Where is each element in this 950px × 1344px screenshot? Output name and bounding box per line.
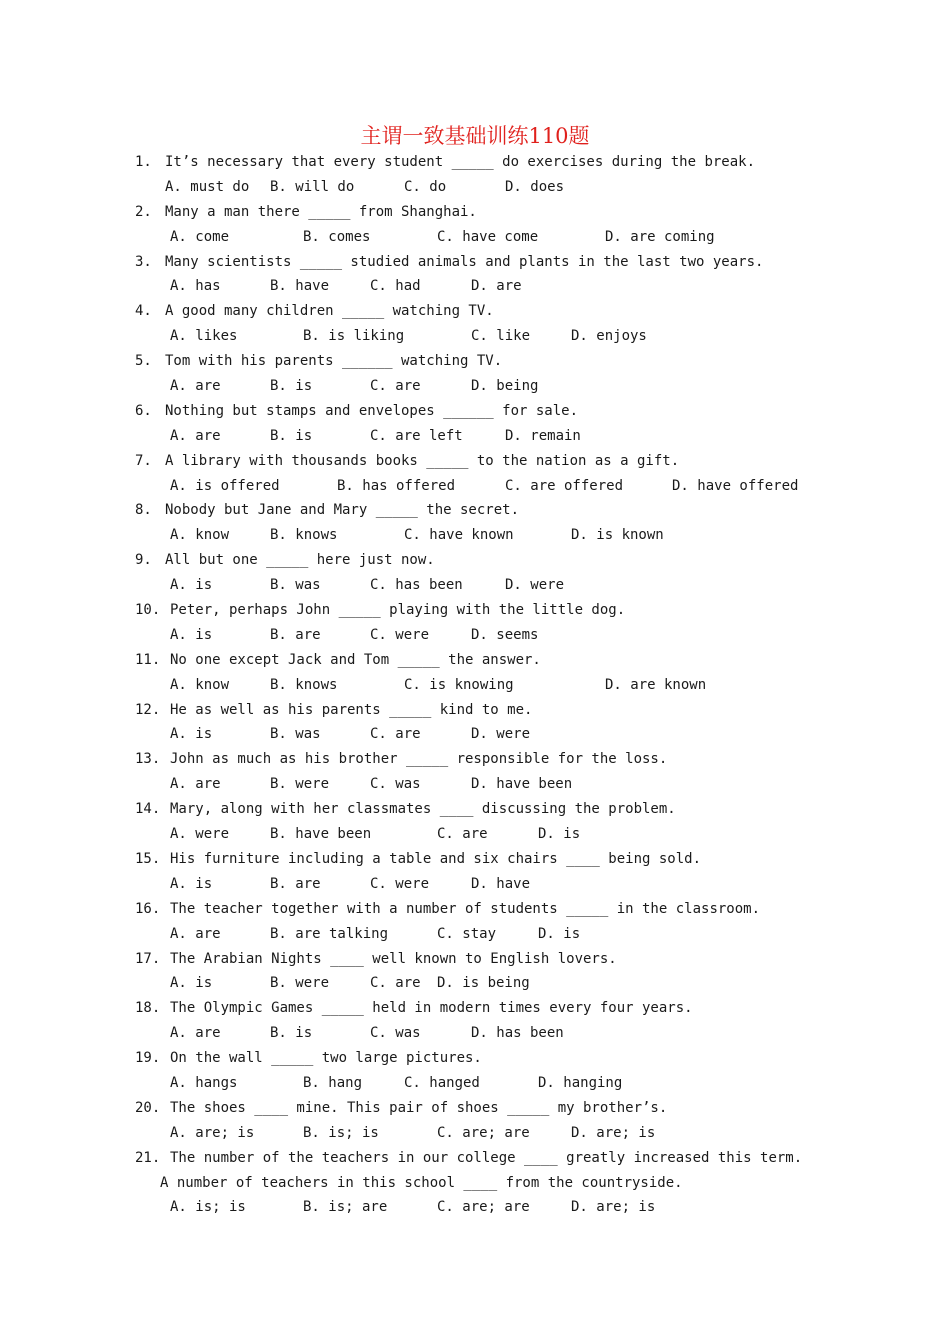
answer-option: B. is; are: [303, 1199, 388, 1216]
answer-option: A. is: [170, 975, 213, 992]
question-text: Many a man there _____ from Shanghai.: [165, 203, 477, 220]
question-text: A number of teachers in this school ____ from the countryside.: [160, 1174, 683, 1191]
answer-options: [0, 225, 950, 250]
answer-option: B. were: [270, 975, 330, 992]
answer-option: B. knows: [270, 676, 338, 693]
answer-option: D. remain: [505, 427, 581, 444]
question-number: 20.: [135, 1099, 161, 1116]
answer-option: D. have offered: [672, 477, 799, 494]
question-text: It’s necessary that every student _____ do exercises during the break.: [165, 154, 756, 170]
answer-option: B. are: [270, 626, 321, 643]
question-stem: [0, 747, 950, 772]
question-text: His furniture including a table and six chairs ____ being sold.: [170, 850, 702, 867]
answer-option: A. are: [170, 427, 221, 444]
question-text: No one except Jack and Tom _____ the answer.: [170, 651, 541, 668]
answer-option: A. are: [170, 925, 221, 942]
question-stem: [0, 548, 950, 573]
answer-options: [0, 1071, 950, 1096]
answer-options: [0, 623, 950, 648]
question-stem: [0, 349, 950, 374]
answer-option: C. were: [370, 626, 430, 643]
question-stem: [0, 648, 950, 673]
question-text: The Arabian Nights ____ well known to English lovers.: [170, 950, 617, 967]
answer-option: B. has offered: [337, 477, 456, 494]
answer-option: A. hangs: [170, 1074, 238, 1091]
answer-option: B. have been: [270, 826, 372, 843]
answer-options: [0, 772, 950, 797]
answer-option: A. is; is: [170, 1199, 246, 1216]
answer-option: A. are: [170, 1025, 221, 1042]
question-number: 18.: [135, 1000, 161, 1017]
answer-option: C. are; are: [437, 1199, 530, 1216]
answer-option: C. are: [370, 975, 421, 992]
answer-option: D. does: [505, 178, 565, 195]
question-stem: [0, 299, 950, 324]
answer-option: C. were: [370, 875, 430, 892]
question-text: Tom with his parents ______ watching TV.: [165, 353, 503, 370]
answer-option: D. is: [538, 826, 581, 843]
answer-option: B. is: [270, 378, 313, 395]
answer-options: [0, 573, 950, 598]
question-stem: [0, 449, 950, 474]
answer-option: A. come: [170, 228, 230, 245]
question-number: 19.: [135, 1050, 161, 1067]
answer-options: [0, 822, 950, 847]
question-stem: [0, 797, 950, 822]
answer-option: A. were: [170, 826, 230, 843]
answer-option: C. do: [404, 178, 447, 195]
question-text: Peter, perhaps John _____ playing with the little dog.: [170, 602, 626, 619]
answer-option: C. like: [471, 328, 531, 345]
answer-option: B. is liking: [303, 328, 405, 345]
question-text: The number of the teachers in our college ____ greatly increased this term.: [170, 1149, 803, 1166]
question-number: 7.: [135, 452, 152, 469]
question-number: 4.: [135, 303, 152, 320]
answer-option: C. are: [437, 826, 488, 843]
answer-option: C. have known: [404, 527, 514, 544]
question-number: 13.: [135, 751, 161, 768]
question-number: 5.: [135, 353, 152, 370]
answer-option: D. are coming: [605, 228, 715, 245]
answer-option: B. comes: [303, 228, 371, 245]
answer-option: D. were: [471, 726, 531, 743]
answer-option: D. are; is: [571, 1199, 656, 1216]
question-number: 16.: [135, 900, 161, 917]
question-text: John as much as his brother _____ responsible for the loss.: [170, 751, 668, 768]
question-number: 17.: [135, 950, 161, 967]
answer-options: [0, 1021, 950, 1046]
answer-option: B. is; is: [303, 1124, 379, 1141]
answer-option: A. know: [170, 676, 230, 693]
question-text: The Olympic Games _____ held in modern times every four years.: [170, 1000, 693, 1017]
question-text: The shoes ____ mine. This pair of shoes _____ my brother’s.: [170, 1099, 668, 1116]
answer-options: [0, 872, 950, 897]
answer-option: D. has been: [471, 1025, 564, 1042]
answer-option: D. are known: [605, 676, 707, 693]
answer-option: B. is: [270, 427, 313, 444]
question-number: 12.: [135, 701, 161, 718]
answer-option: C. are left: [370, 427, 463, 444]
question-number: 10.: [135, 602, 161, 619]
answer-options: [0, 175, 950, 200]
answer-option: D. have been: [471, 776, 573, 793]
answer-option: B. have: [270, 278, 330, 295]
question-text: A good many children _____ watching TV.: [165, 303, 494, 320]
question-text: On the wall _____ two large pictures.: [170, 1050, 482, 1067]
answer-options: [0, 374, 950, 399]
question-number: 9.: [135, 552, 152, 569]
page-title: 主谓一致基础训练110题: [360, 124, 590, 148]
answer-option: C. was: [370, 1025, 421, 1042]
answer-option: A. know: [170, 527, 230, 544]
question-number: 11.: [135, 651, 161, 668]
answer-option: A. is: [170, 875, 213, 892]
question-stem: [0, 250, 950, 275]
answer-option: A. has: [170, 278, 221, 295]
answer-option: A. is: [170, 626, 213, 643]
question-text: Mary, along with her classmates ____ discussing the problem.: [170, 801, 676, 818]
answer-options: [0, 424, 950, 449]
question-stem: [0, 598, 950, 623]
answer-option: C. stay: [437, 925, 497, 942]
answer-option: D. hanging: [538, 1074, 623, 1091]
answer-option: B. hang: [303, 1074, 363, 1091]
question-stem: [0, 698, 950, 723]
question-number: 8.: [135, 502, 152, 519]
answer-option: A. are: [170, 776, 221, 793]
answer-option: D. is known: [571, 527, 664, 544]
answer-options: [0, 1121, 950, 1146]
question-stem: [0, 150, 950, 175]
answer-option: B. is: [270, 1025, 313, 1042]
answer-option: B. were: [270, 776, 330, 793]
answer-option: C. is knowing: [404, 676, 514, 693]
question-number: 3.: [135, 253, 152, 270]
question-number: 15.: [135, 850, 161, 867]
question-stem: [0, 1046, 950, 1071]
answer-options: [0, 673, 950, 698]
answer-options: [0, 523, 950, 548]
question-text: Many scientists _____ studied animals and plants in the last two years.: [165, 253, 764, 270]
question-text: A library with thousands books _____ to the nation as a gift.: [165, 452, 680, 469]
question-text: Nothing but stamps and envelopes ______ for sale.: [165, 402, 579, 419]
answer-option: C. was: [370, 776, 421, 793]
question-stem: [0, 996, 950, 1021]
answer-option: D. have: [471, 875, 531, 892]
answer-option: C. are offered: [505, 477, 624, 494]
answer-options: [0, 274, 950, 299]
question-stem-continuation: [0, 1171, 950, 1196]
answer-options: [0, 922, 950, 947]
question-number: 1.: [135, 154, 152, 170]
answer-option: C. are; are: [437, 1124, 530, 1141]
answer-option: A. likes: [170, 328, 238, 345]
answer-option: B. knows: [270, 527, 338, 544]
question-text: The teacher together with a number of students _____ in the classroom.: [170, 900, 761, 917]
answer-options: [0, 324, 950, 349]
question-stem: [0, 1096, 950, 1121]
answer-option: B. was: [270, 726, 321, 743]
question-list: [0, 150, 950, 1220]
answer-option: A. must do: [165, 178, 250, 195]
answer-option: D. seems: [471, 626, 539, 643]
answer-option: D. enjoys: [571, 328, 647, 345]
question-stem: [0, 847, 950, 872]
question-stem: [0, 897, 950, 922]
answer-option: D. were: [505, 577, 565, 594]
answer-option: C. hanged: [404, 1074, 480, 1091]
answer-option: B. will do: [270, 178, 355, 195]
answer-option: C. are: [370, 378, 421, 395]
answer-option: D. is being: [437, 975, 530, 992]
question-number: 6.: [135, 402, 152, 419]
question-stem: [0, 200, 950, 225]
question-stem: [0, 1146, 950, 1171]
answer-option: C. are: [370, 726, 421, 743]
answer-options: [0, 722, 950, 747]
answer-options: [0, 474, 950, 499]
question-number: 14.: [135, 801, 161, 818]
question-number: 21.: [135, 1149, 161, 1166]
answer-option: D. being: [471, 378, 539, 395]
question-stem: [0, 399, 950, 424]
question-text: He as well as his parents _____ kind to me.: [170, 701, 533, 718]
question-text: Nobody but Jane and Mary _____ the secret.: [165, 502, 520, 519]
answer-options: [0, 1195, 950, 1220]
answer-option: A. is offered: [170, 477, 280, 494]
answer-option: B. was: [270, 577, 321, 594]
question-text: All but one _____ here just now.: [165, 552, 435, 569]
answer-option: A. is: [170, 726, 213, 743]
answer-option: B. are talking: [270, 925, 389, 942]
answer-option: D. is: [538, 925, 581, 942]
question-stem: [0, 947, 950, 972]
answer-option: B. are: [270, 875, 321, 892]
answer-option: D. are: [471, 278, 522, 295]
question-number: 2.: [135, 203, 152, 220]
answer-option: A. is: [170, 577, 213, 594]
answer-option: C. had: [370, 278, 421, 295]
answer-option: C. have come: [437, 228, 539, 245]
answer-option: A. are: [170, 378, 221, 395]
answer-option: A. are; is: [170, 1124, 255, 1141]
answer-option: C. has been: [370, 577, 463, 594]
question-stem: [0, 498, 950, 523]
answer-options: [0, 971, 950, 996]
answer-option: D. are; is: [571, 1124, 656, 1141]
